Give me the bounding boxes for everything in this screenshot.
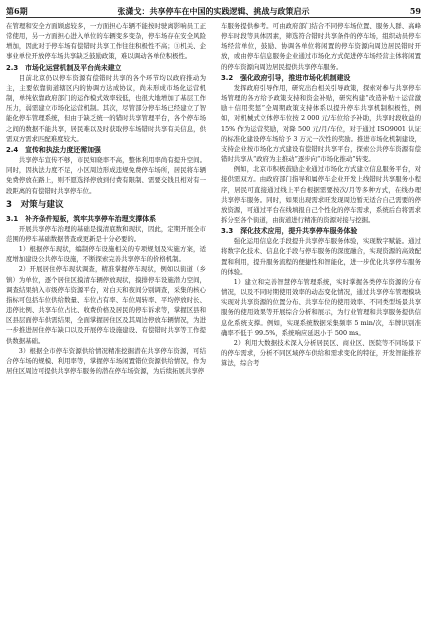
- paragraph: 目前北京仍以停车资源有偿错时共享的各个环节均以政府推动为主，主要依靠街道辖区内的协调方达成协议，尚未形成市场化运营机制，单纯依靠政府部门的运作模式效率较低，也很大地增加了基层工作压力，弱需建立市场化运营机制。其次，尽管部分停车场已经建立了智能化停车管理系统，但由于缺乏统一的错时共享管理平台，各个停车场之间的数据不能共享，居民难以及时获取停车场错时共享有关信息，供需双方需求匹配难度较大。: [6, 73, 206, 143]
- section-heading-3-2: 3.2 强化政府引导，推进市场化机制建设: [221, 73, 351, 82]
- paragraph: 1）根据停车现状，编制停车设施相关的专项规划及实施方案，适度增加建设公共停车设施，不断探索完善共享停车的价格机制。: [6, 245, 206, 264]
- paragraph: 3）根据全市停车资源供给情况精准挖掘潜在共享停车资源，可结合停车场的规模、利用率等，掌握停车场闲置错位资源供给情况，作为居住区周边可提供共享停车服务的潜在停车场资源，为后续拓展共享停: [6, 346, 206, 375]
- section-heading-3-3: 3.3 深化技术应用，提升共享停车服务体验: [221, 227, 358, 236]
- paragraph: 强化运用信息化手段提升共享停车服务体验，实现数字赋能。通过将数字化技术、信息化手段与停车服务的深度融合，实现资源的高效配置和利用，提升服务流程的便捷性和智能化，进一步优化共享停车服务的体验。: [221, 237, 421, 276]
- running-title: 张潇戈：共享停车在中国的实践逻辑、挑战与政策启示: [117, 6, 310, 16]
- section-heading-2-3: 2.3 市场化运营机制及平台尚未建立: [6, 63, 122, 72]
- issue-number: 第6期: [6, 6, 28, 16]
- paragraph: 1）建立和完善智慧停车管理系统，实时掌握各类停车资源的分布情况，以及不同时期使用效率的动态变化情况，通过共享停车管理模块实现对共享资源的位置分布、共享车位的使用效率、不同类型场景共享服务的使用效果等开展综合分析和展示，为行业管理和共享服务提供信息化系统支撑。例如，实现系统数据采集频率 5 min/次，车牌识别准确率不低于 99.5%，系统响应延迟小于 500 ms。: [221, 277, 421, 337]
- section-heading-3-1: 3.1 补齐条件短板，筑牢共享停车治理支撑体系: [6, 214, 157, 223]
- paragraph: 发挥政府引导作用，研究出台相关引导政策，探索对参与共享停车场管理的各方给予政策支持和资金补贴，研究构建“改造补贴＋运营激励＋信用奖惩”全周期政策支持体系以提升停车共享机制积极性，例如，对机械式立体停车位按 2 000 元/车位给予补助，共享时段收益的 15% 作为运营奖励，对降 500 元/月/车位，对于通过 ISO9001 认证的标准化建设停车场给予 3 万元一次性的奖励。推进市场化机制建设，支持企业按市场化方式建设有偿错时共享平台，探索公共停车资源有偿错时共享从“政府为主推动”逐步向“市场化推动”转变。: [221, 83, 421, 164]
- right-column: [221, 21, 421, 619]
- paragraph: 车服务提供参考。可由政府部门结合不同停车场位置、服务人群、高峰停车时段等具体因素，筛选符合错时共享条件的停车场，组织动员停车场经营单位，鼓励、协调各单位将闲置的停车资源向周边居民错时开放，或由停车信息服务企业通过市场化方式促进停车场经营主体将闲置的停车资源向周边居民提供共享停车服务。: [221, 22, 421, 71]
- header-rule: [6, 17, 421, 18]
- paragraph: 开展共享停车治理的基础是摸清底数和现状，因此，定期开展全市范围的停车基础数据普查或更新是十分必要的。: [6, 224, 206, 243]
- left-column: [6, 21, 206, 619]
- section-heading-2-4: 2.4 宣传和执法力度还需加强: [6, 145, 101, 154]
- paragraph: 2）利用大数据技术深入分析居民区、商业区、医院等不同场景下的停车需求，分析不同区域停车供给和需求变化的特征，开发智能推荐算法，综合考: [221, 338, 421, 368]
- page-number: 59: [409, 6, 421, 16]
- section-heading-3: 3 对策与建议: [6, 199, 64, 210]
- paragraph: 共享停车宣传不够，市民知晓率不高，整体利用率尚有提升空间。同时，因执法力度不足，小区周边形成违规免费停车场所，居民将车辆免费停放在路上，则不愿选择停放到付费有限制、需要交钱且相对有一段距离的有偿错时共享停车位。: [6, 156, 206, 195]
- running-header: [6, 4, 421, 18]
- paragraph: 2）开展居住停车现状调查，精准掌握停车现状，例如以街道（乡镇）为单位，逐个居住区摸清车辆停放现状，摸排停车设施潜力空间，调查结果纳入市级停车资源平台，对白天和夜间分别调查，采集的核心指标可包括车位供给数量、车位占有率、车位周转率、平均停放时长、违停比例、共享车位占比、收费价格及居民的停车诉求等，掌握区县和区县层面停车供需结果，全面掌握居住区及其周边停放车辆情况，为进一步推进居住停车缺口以及开展停车设施建设、有偿错时共享等工作提供数据基础。: [6, 265, 206, 345]
- paragraph: 在管理和安全方面顾虑较多，一方面担心车辆不能按时驶离影响员工正常使用，另一方面担心进入单位的车辆变多变杂，停车场存在安全风险增加，因此对于停车场有偿错时共享工作往往积极性不高；③机关、企事业单位开放停车场共享缺乏鼓励政策，难以调动各单位积极性。: [6, 22, 206, 61]
- paragraph: 例如，北京市积极鼓励企业通过市场化方式建立信息服务平台，对接供需双方。由政府部门指导和属停车企业开发上线错时共享服务小程序，居民可直接通过线上平台根据需要按次/月等多种方式，在线办理共享停车服务。同时，如果出现需求旺发现周边暂无适合自己需要的停放资源，可通过平台在线填报自己个性化的停车需求，系统后台将需求拆分至各个街道，由街道进行精准的资源对接与挖掘。: [221, 165, 421, 224]
